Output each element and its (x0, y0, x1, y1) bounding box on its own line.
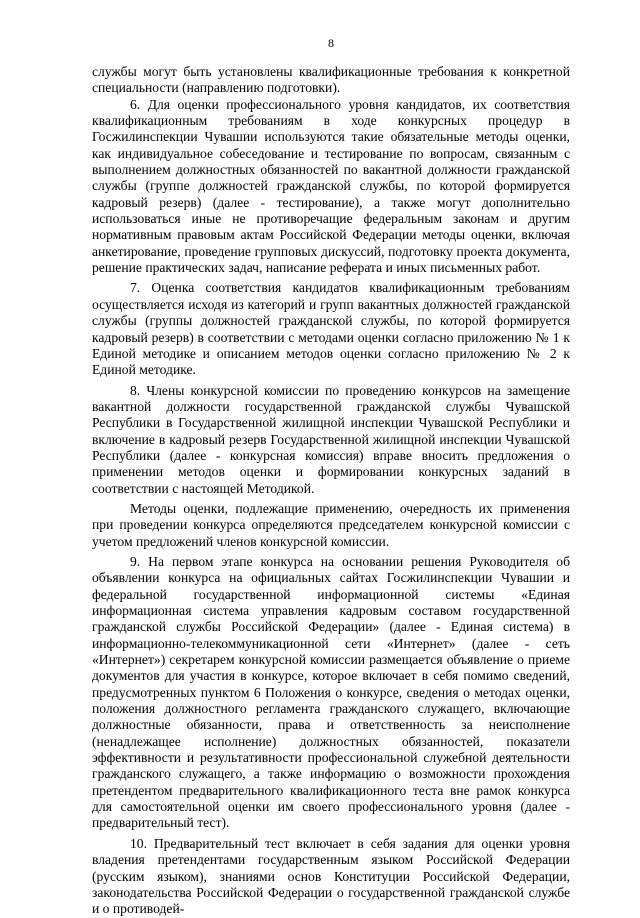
page-number: 8 (328, 36, 334, 50)
paragraph-continuation: службы могут быть установлены квалификационные требования к конкретной специальности (направлению подготовки). (92, 64, 570, 96)
paragraph-6: 6. Для оценки профессионального уровня кандидатов, их соответствия квалификационным требованиям в ходе конкурсных процедур в Госжилинспекции Чувашии используются такие обязательные методы оценки, как индивидуальное собеседование и тестирование по вопросам, связанным с выполнением должностных обязанностей по вакантной должности гражданской службы (группе должностей гражданской службы, по которой формируется кадровый резерв) (далее - тестирование), а также могут дополнительно использоваться иные не противоречащие федеральным законам и другим нормативным правовым актам Российской Федерации методы оценки, включая анкетирование, проведение групповых дискуссий, подготовку проекта документа, решение практических задач, написание реферата и иных письменных работ. (92, 96, 570, 276)
paragraph-8: 8. Члены конкурсной комиссии по проведению конкурсов на замещение вакантной должности государственной гражданской службы Чувашской Республики в Государственной жилищной инспекции Чувашской Республики и включение в кадровый резерв Государственной жилищной инспекции Чувашской Республики (далее - конкурсная комиссия) вправе вносить предложения о применении методов оценки и формировании конкурсных заданий в соответствии с настоящей Методикой. (92, 382, 570, 496)
document-body (92, 64, 570, 918)
paragraph-8-methods: Методы оценки, подлежащие применению, очередность их применения при проведении конкурса определяются председателем конкурсной комиссии с учетом предложений членов конкурсной комиссии. (92, 500, 570, 549)
document-page (92, 36, 570, 918)
paragraph-9: 9. На первом этапе конкурса на основании решения Руководителя об объявлении конкурса на официальных сайтах Госжилинспекции Чувашии и федеральной государственной информационной системы «Единая информационная система управления кадровым составом государственной гражданской службы Российской Федерации» (далее - Единая система) в информационно-телекоммуникационной сети «Интернет» (далее - сеть «Интернет») секретарем конкурсной комиссии размещается объявление о приеме документов для участия в конкурсе, которое включает в себя помимо сведений, предусмотренных пунктом 6 Положения о конкурсе, сведения о методах оценки, положения должностного регламента гражданского служащего, включающие должностные обязанности, права и ответственность за неисполнение (ненадлежащее исполнение) должностных обязанностей, показатели эффективности и результативности профессиональной служебной деятельности гражданского служащего, а также информацию о возможности прохождения претендентом предварительного квалификационного теста вне рамок конкурса для самостоятельной оценки им своего профессионального уровня (далее - предварительный тест). (92, 553, 570, 831)
paragraph-7: 7. Оценка соответствия кандидатов квалификационным требованиям осуществляется исходя из категорий и групп вакантных должностей гражданской службы (группы должностей гражданской службы, по которой формируется кадровый резерв) в соответствии с методами оценки согласно приложению № 1 к Единой методике и описанием методов оценки согласно приложению № 2 к Единой методике. (92, 280, 570, 378)
paragraph-10: 10. Предварительный тест включает в себя задания для оценки уровня владения претендентами государственным языком Российской Федерации (русским языком), знаниями основ Конституции Российской Федерации, законодательства Российской Федерации о государственной гражданской службе и о противодей- (92, 835, 570, 917)
